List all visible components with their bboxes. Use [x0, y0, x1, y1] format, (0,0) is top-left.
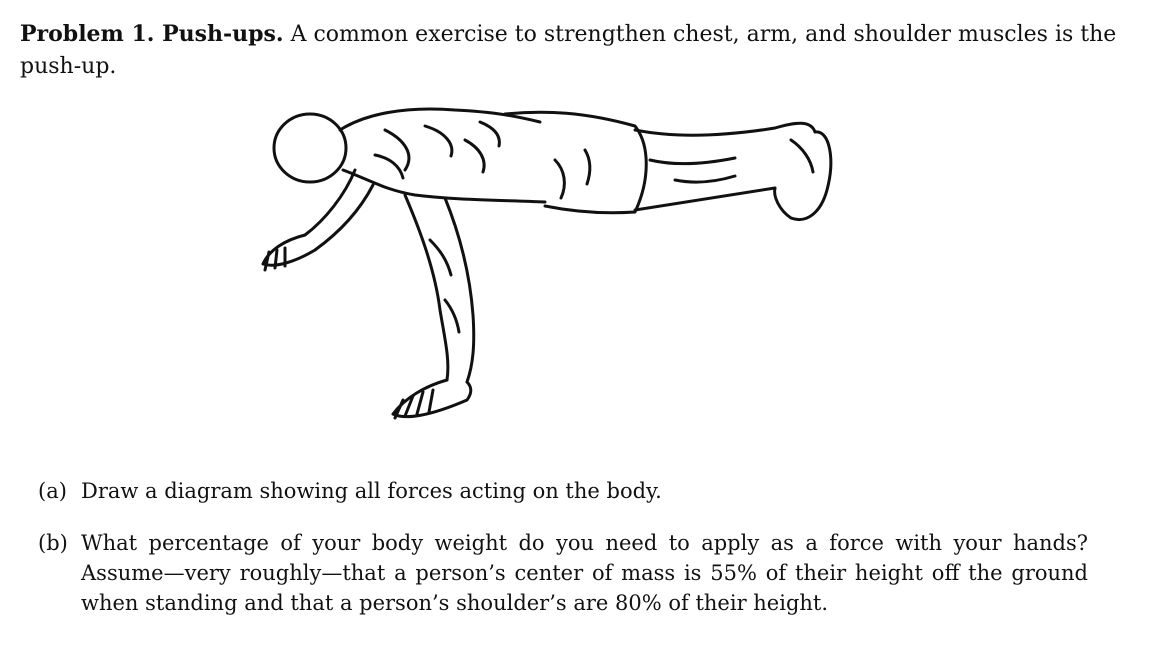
problem-intro: A common exercise to strengthen chest, arm, and shoulder muscles is the push-up.	[20, 22, 1117, 79]
part-a	[38, 476, 1088, 506]
push-up-illustration	[255, 100, 845, 430]
part-a-marker: (a)	[38, 479, 67, 503]
problem-label: Problem 1. Push-ups.	[20, 21, 284, 47]
part-a-text: Draw a diagram showing all forces acting on the body.	[81, 479, 662, 503]
problem-statement	[20, 18, 1120, 83]
part-b-marker: (b)	[38, 531, 68, 555]
part-b-text: What percentage of your body weight do you need to apply as a force with your hands? Assume—very roughly—that a person’s center of mass is 55% of their height off the ground when standing and that a person’s shoulder’s are 80% of their height.	[81, 531, 1088, 615]
part-b	[38, 528, 1088, 618]
